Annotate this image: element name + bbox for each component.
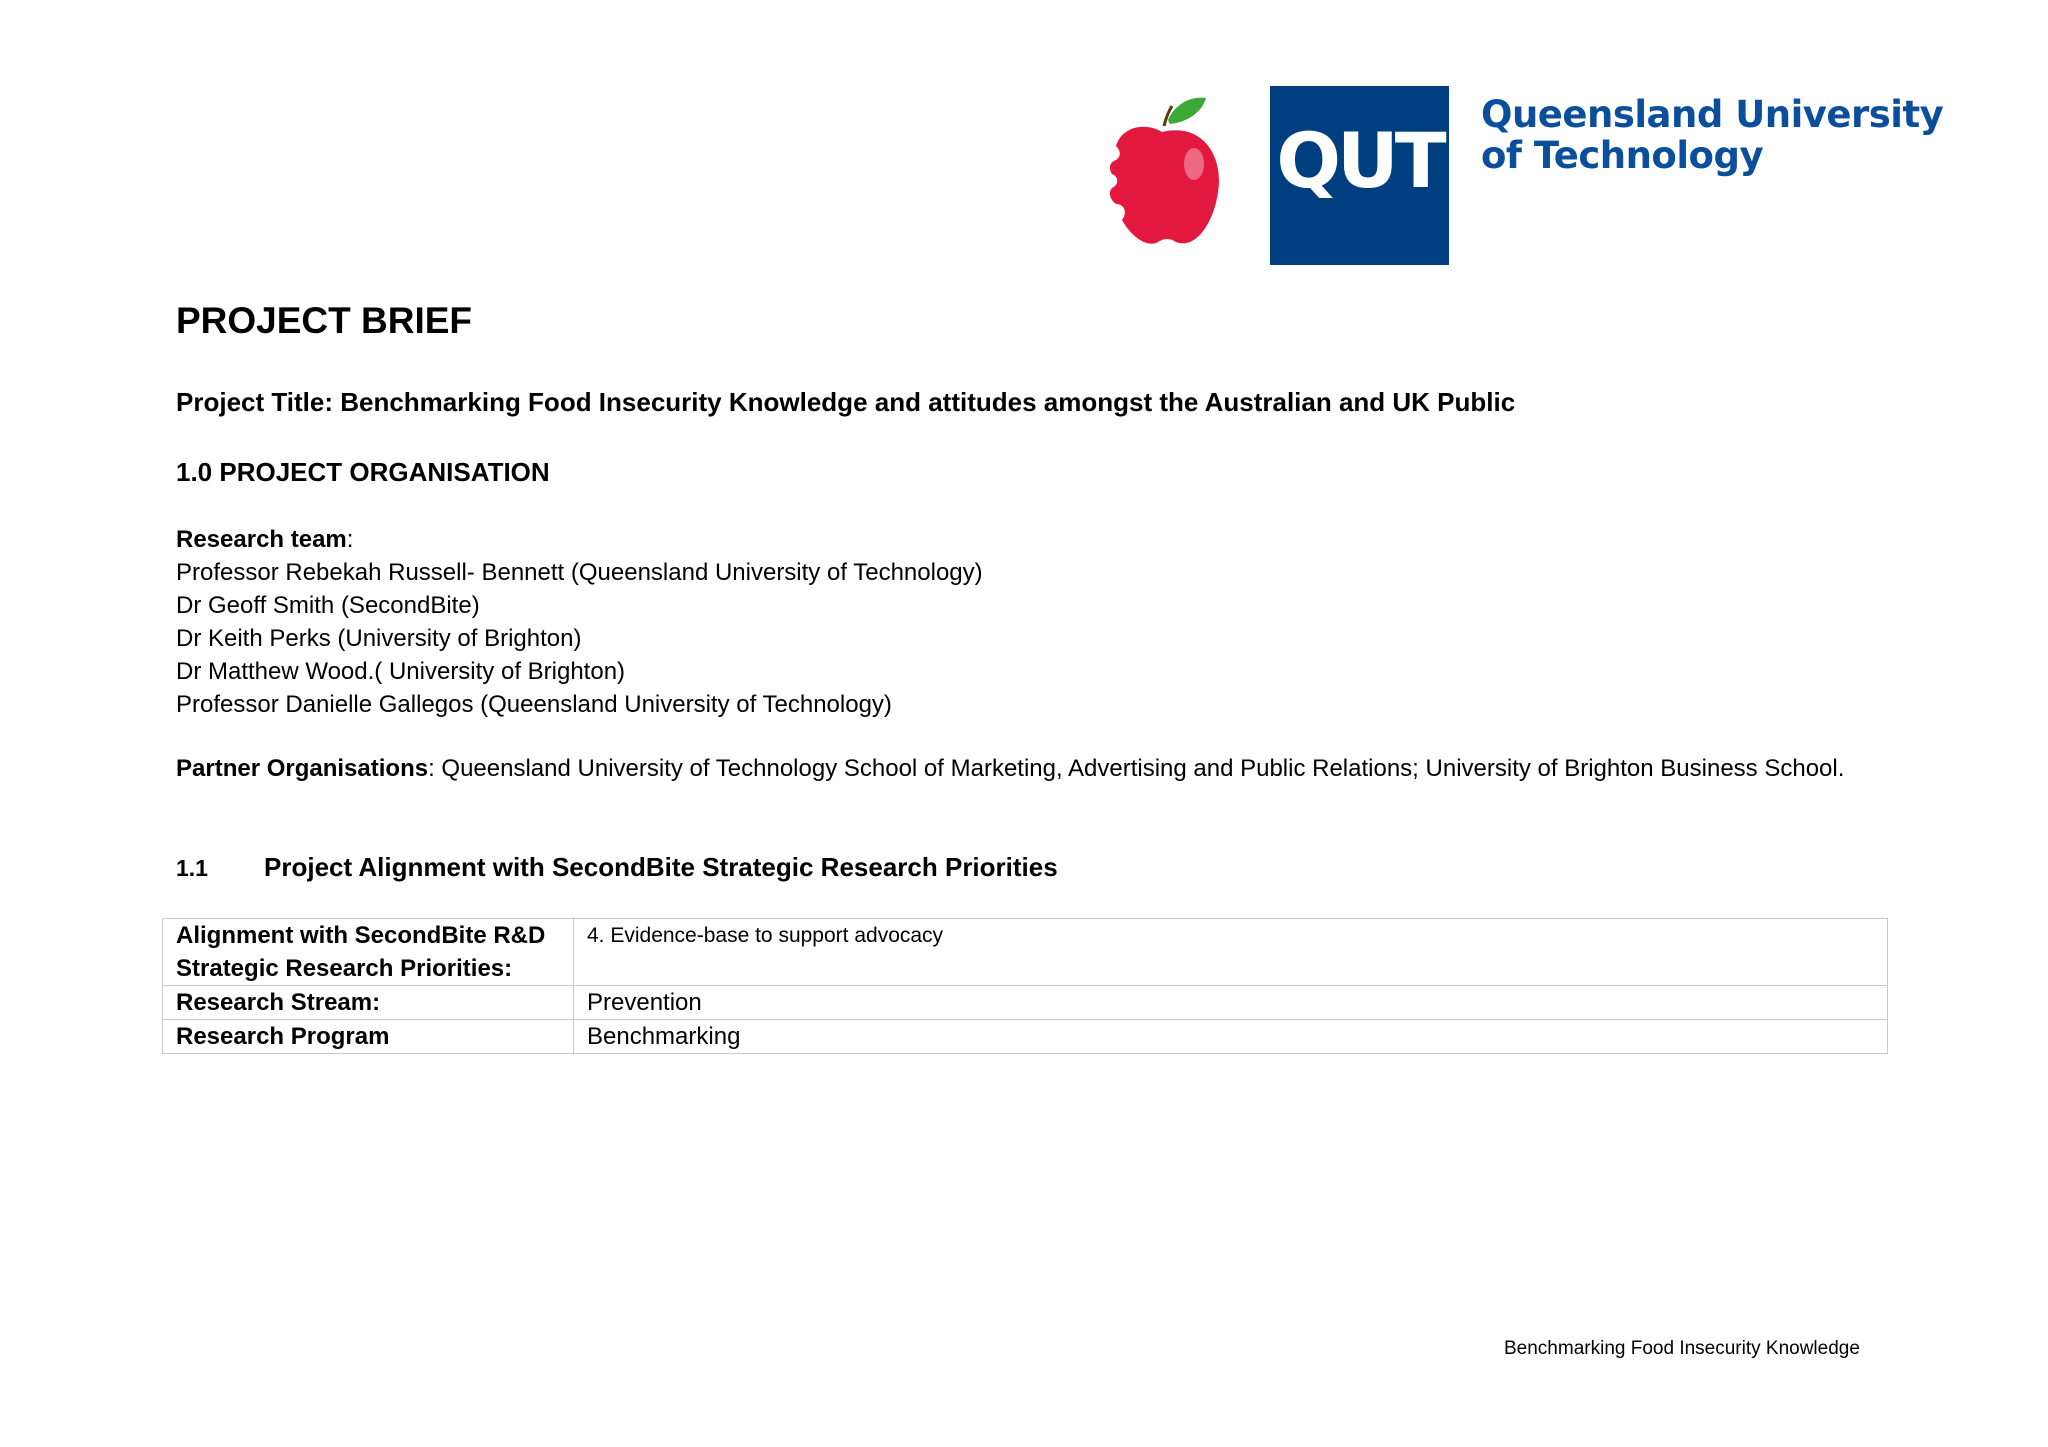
project-title: Project Title: Benchmarking Food Insecurity Knowledge and attitudes amongst the Australian and UK Public bbox=[176, 387, 1516, 417]
table-row-label-line: Strategic Research Priorities: bbox=[176, 955, 513, 982]
team-member: Dr Matthew Wood.( University of Brighton) bbox=[176, 658, 626, 685]
university-name-line2: of Technology bbox=[1481, 134, 1764, 177]
team-member: Dr Geoff Smith (SecondBite) bbox=[176, 592, 480, 619]
team-member: Professor Danielle Gallegos (Queensland University of Technology) bbox=[176, 691, 892, 718]
bitten-apple-icon bbox=[1098, 92, 1228, 252]
page-footer: Benchmarking Food Insecurity Knowledge bbox=[1504, 1338, 1860, 1359]
priorities-table bbox=[162, 918, 1888, 1054]
research-team-colon: : bbox=[346, 526, 354, 553]
subsection-heading bbox=[176, 852, 1058, 883]
table-row-value: 4. Evidence-base to support advocacy bbox=[574, 919, 1888, 986]
research-team bbox=[176, 523, 983, 721]
team-member: Professor Rebekah Russell- Bennett (Queensland University of Technology) bbox=[176, 559, 983, 586]
subsection-number: 1.1 bbox=[176, 855, 208, 881]
university-name-line1: Queensland University bbox=[1481, 93, 1944, 136]
research-team-heading bbox=[176, 523, 983, 556]
table-row bbox=[163, 986, 1888, 1020]
table-row-value: Prevention bbox=[574, 986, 1888, 1020]
table-row bbox=[163, 1020, 1888, 1054]
qut-logo-text: QUT bbox=[1276, 115, 1443, 205]
table-row-label-line: Alignment with SecondBite R&D bbox=[176, 922, 546, 949]
subsection-title: Project Alignment with SecondBite Strategic Research Priorities bbox=[264, 852, 1058, 882]
table-row-label: Research Program bbox=[163, 1020, 574, 1054]
table-row-label: Research Stream: bbox=[163, 986, 574, 1020]
university-name bbox=[1481, 94, 1943, 176]
partner-organisations-label: Partner Organisations bbox=[176, 755, 429, 782]
table-row bbox=[163, 919, 1888, 986]
table-row-label bbox=[163, 919, 574, 986]
research-team-label: Research team bbox=[176, 526, 347, 553]
partner-organisations bbox=[176, 752, 1844, 785]
page-title: PROJECT BRIEF bbox=[176, 300, 473, 341]
team-member: Dr Keith Perks (University of Brighton) bbox=[176, 625, 582, 652]
table-row-value: Benchmarking bbox=[574, 1020, 1888, 1054]
section-heading: 1.0 PROJECT ORGANISATION bbox=[176, 457, 550, 487]
partner-organisations-text: : Queensland University of Technology School of Marketing, Advertising and Public Relations; University of Brighton Business School. bbox=[428, 755, 1845, 782]
qut-logo bbox=[1270, 86, 1449, 265]
